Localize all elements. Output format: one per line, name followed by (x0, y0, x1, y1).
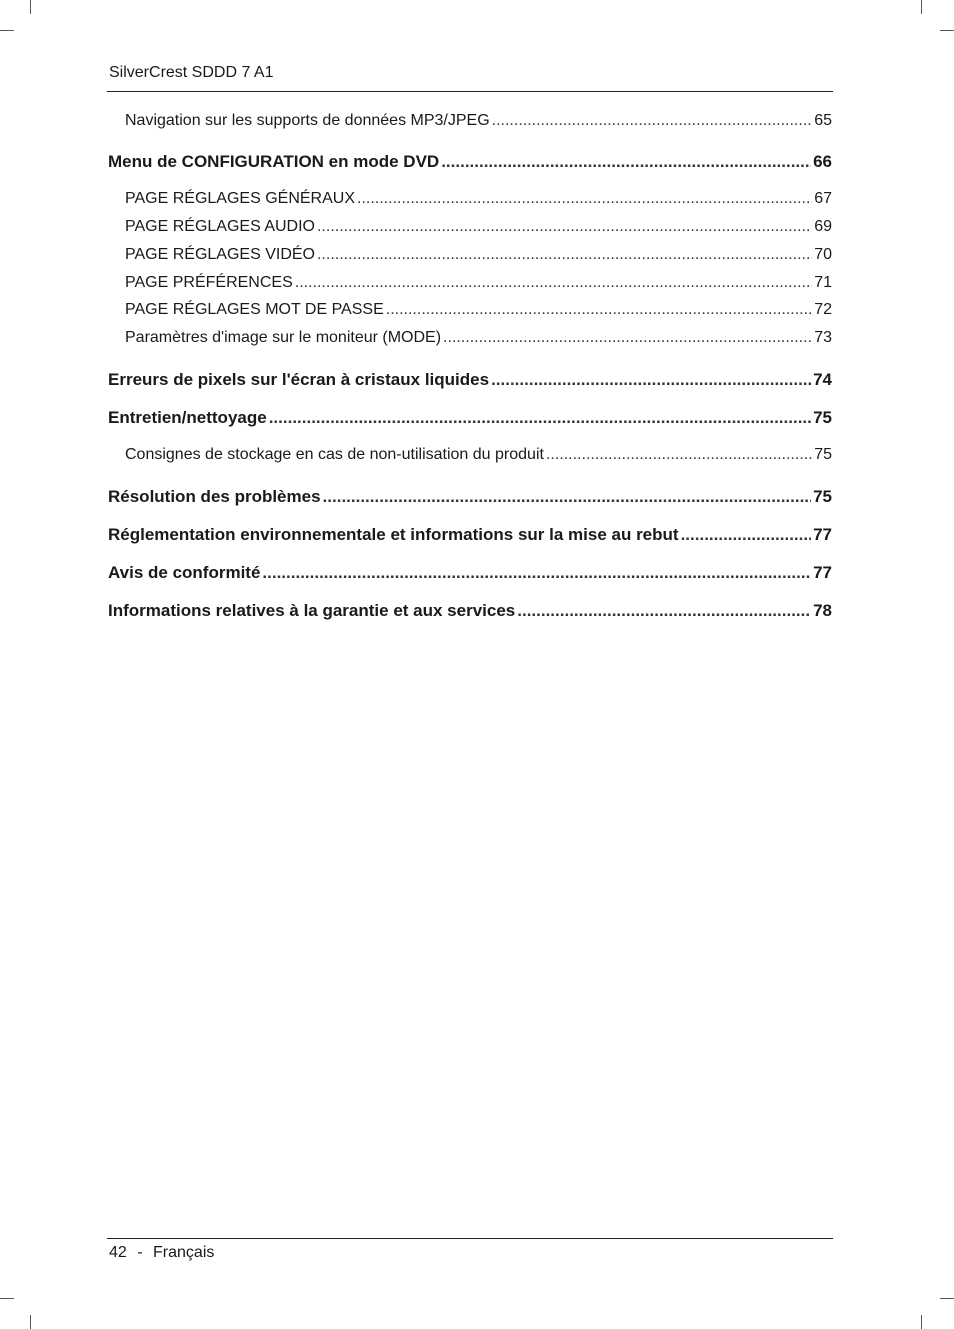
crop-mark-bottom-left (0, 1298, 14, 1299)
toc-entry-label: Avis de conformité (108, 563, 261, 582)
toc-entry-label: Navigation sur les supports de données MP3/JPEG (125, 112, 490, 129)
toc-entry-page: 66 (813, 152, 832, 171)
toc-entry-page: 75 (813, 487, 832, 506)
toc-entry-page: 70 (814, 246, 832, 263)
toc-leader-dots (443, 329, 812, 347)
toc-entry-page: 72 (814, 301, 832, 318)
toc-entry[interactable] (125, 246, 832, 264)
toc-leader-dots (317, 218, 812, 236)
crop-mark-top-right (921, 0, 922, 14)
toc-leader-dots (262, 563, 811, 583)
footer-separator: - (137, 1244, 143, 1261)
toc-leader-dots (386, 301, 812, 319)
toc-entry[interactable] (108, 525, 832, 545)
toc-leader-dots (269, 408, 811, 428)
toc-entry-page: 75 (813, 408, 832, 427)
page-header-title: SilverCrest SDDD 7 A1 (109, 64, 274, 81)
crop-mark-top-left (0, 30, 14, 31)
toc-entry-label: Menu de CONFIGURATION en mode DVD (108, 152, 440, 171)
toc-entry-page: 73 (814, 329, 832, 346)
toc-entry-label: Informations relatives à la garantie et aux services (108, 601, 516, 620)
toc-entry-label: PAGE RÉGLAGES MOT DE PASSE (125, 301, 384, 318)
toc-entry-page: 75 (814, 446, 832, 463)
toc-entry-label: PAGE PRÉFÉRENCES (125, 274, 293, 291)
toc-entry[interactable] (125, 301, 832, 319)
toc-leader-dots (357, 190, 812, 208)
header-rule (107, 91, 833, 92)
toc-leader-dots (317, 246, 812, 264)
toc-entry-label: Consignes de stockage en cas de non-utilisation du produit (125, 446, 544, 463)
footer-rule (107, 1238, 833, 1239)
toc-entry-label: PAGE RÉGLAGES GÉNÉRAUX (125, 190, 355, 207)
toc-leader-dots (492, 112, 813, 130)
toc-entry[interactable] (108, 408, 832, 428)
toc-entry-page: 74 (813, 370, 832, 389)
toc-entry[interactable] (125, 446, 832, 464)
toc-entry-page: 77 (813, 563, 832, 582)
toc-entry-page: 78 (813, 601, 832, 620)
crop-mark-bottom-right (921, 1315, 922, 1329)
crop-mark-bottom-right (940, 1298, 954, 1299)
toc-entry[interactable] (125, 274, 832, 292)
page-footer (109, 1244, 214, 1262)
footer-page-number: 42 (109, 1244, 127, 1261)
toc-entry-page: 69 (814, 218, 832, 235)
toc-entry-label: Résolution des problèmes (108, 487, 321, 506)
toc-entry-label: Paramètres d'image sur le moniteur (MODE) (125, 329, 442, 346)
toc-entry[interactable] (108, 487, 832, 507)
crop-mark-bottom-left (30, 1315, 31, 1329)
toc-entry[interactable] (108, 370, 832, 390)
toc-entry[interactable] (125, 218, 832, 236)
toc-leader-dots (323, 487, 812, 507)
crop-mark-top-right (940, 30, 954, 31)
toc-leader-dots (517, 601, 811, 621)
toc-entry[interactable] (108, 152, 832, 172)
toc-entry-label: Entretien/nettoyage (108, 408, 267, 427)
toc-leader-dots (681, 525, 812, 545)
toc-entry-label: PAGE RÉGLAGES AUDIO (125, 218, 315, 235)
toc-entry-page: 67 (814, 190, 832, 207)
toc-entry-label: PAGE RÉGLAGES VIDÉO (125, 246, 315, 263)
toc-leader-dots (295, 274, 812, 292)
toc-entry-label: Réglementation environnementale et informations sur la mise au rebut (108, 525, 679, 544)
toc-entry-page: 65 (814, 112, 832, 129)
toc-entry-page: 71 (814, 274, 832, 291)
toc-entry[interactable] (125, 329, 832, 347)
toc-entry[interactable] (125, 190, 832, 208)
toc-entry-page: 77 (813, 525, 832, 544)
toc-entry[interactable] (125, 112, 832, 130)
toc-entry-label: Erreurs de pixels sur l'écran à cristaux liquides (108, 370, 490, 389)
crop-mark-top-left (30, 0, 31, 14)
toc-leader-dots (491, 370, 811, 390)
toc-leader-dots (546, 446, 812, 464)
toc-entry[interactable] (108, 563, 832, 583)
toc-entry[interactable] (108, 601, 832, 621)
toc-leader-dots (441, 152, 811, 172)
footer-language: Français (153, 1244, 215, 1261)
